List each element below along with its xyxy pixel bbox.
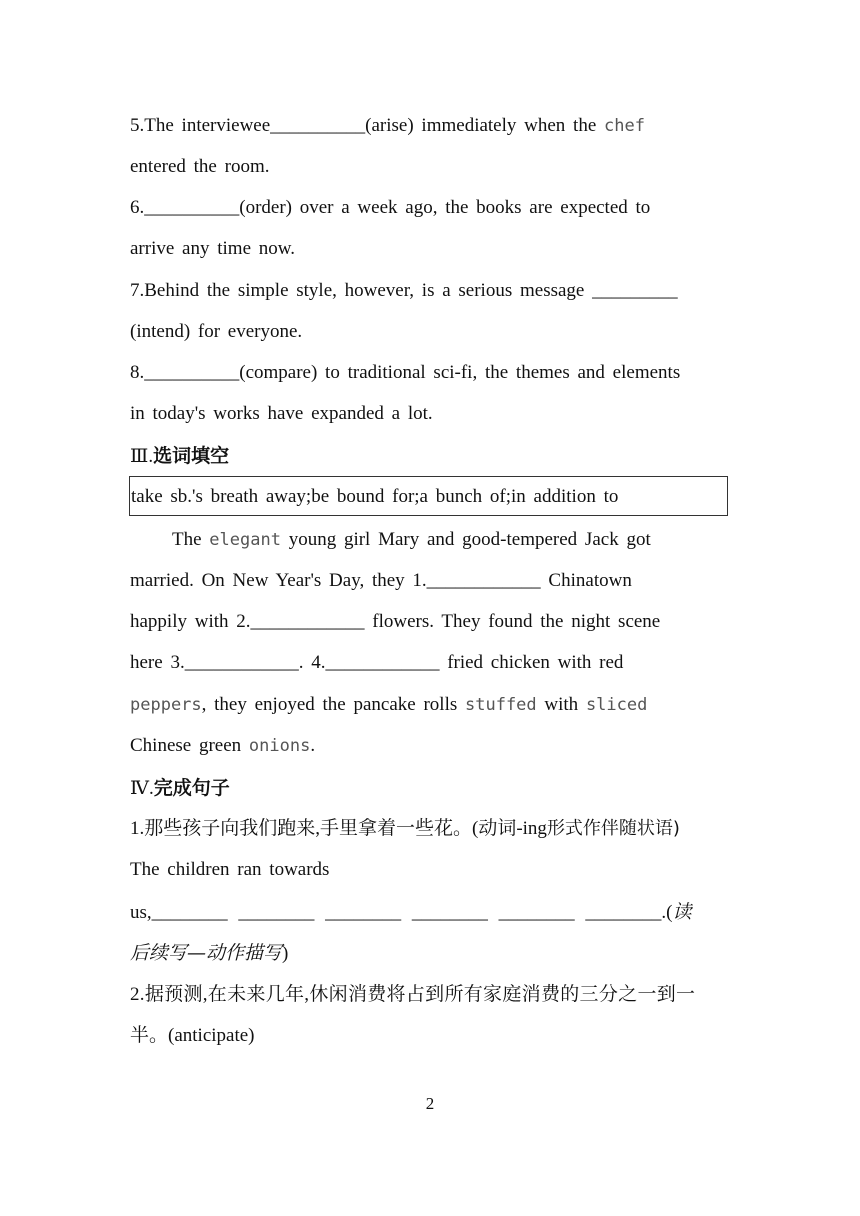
question-8-line-2: in today's works have expanded a lot. (130, 403, 433, 424)
passage-line-6: Chinese green onions. (130, 735, 316, 756)
question-7-line-2: (intend) for everyone. (130, 321, 303, 342)
page-number: 2 (425, 1094, 435, 1113)
word-box-text: take sb.'s breath away;be bound for;a bunch of;in addition to (131, 486, 619, 507)
sentence-2-chinese-cont: 半。(anticipate) (130, 1025, 255, 1046)
question-5-line-1: 5.The interviewee__________(arise) immediately when the chef (130, 115, 645, 136)
vocab-word: sliced (585, 695, 648, 715)
sentence-2-chinese: 2.据预测,在未来几年,休闲消费将占到所有家庭消费的三分之一到一 (130, 984, 696, 1005)
vocab-word: onions (248, 736, 311, 756)
vocab-word: chef (604, 116, 645, 136)
passage-line-4: here 3.____________. 4.____________ fried chicken with red (130, 652, 624, 673)
question-5-line-2: entered the room. (130, 156, 270, 177)
vocab-word: elegant (209, 530, 281, 550)
vocab-word: peppers (130, 695, 202, 715)
question-8-line-1: 8.__________(compare) to traditional sci-fi, the themes and elements (130, 362, 681, 383)
passage-line-1: The elegant young girl Mary and good-tempered Jack got (172, 529, 651, 550)
sentence-1-english: The children ran towards (130, 859, 330, 880)
section-3-heading: Ⅲ.选词填空 (130, 445, 230, 467)
sentence-1-tag: 后续写—动作描写) (130, 942, 289, 964)
passage-line-2: married. On New Year's Day, they 1.____________ Chinatown (130, 570, 632, 591)
passage-line-3: happily with 2.____________ flowers. They found the night scene (130, 611, 661, 632)
question-6-line-2: arrive any time now. (130, 238, 295, 259)
vocab-word: stuffed (465, 695, 537, 715)
question-6-line-1: 6.__________(order) over a week ago, the books are expected to (130, 197, 651, 218)
sentence-1-blanks: us,________ ________ ________ ________ ________ ________.(读 (130, 901, 692, 923)
word-box (129, 476, 728, 516)
sentence-1-chinese: 1.那些孩子向我们跑来,手里拿着一些花。(动词-ing形式作伴随状语) (130, 818, 680, 839)
passage-line-5: peppers, they enjoyed the pancake rolls stuffed with sliced (130, 694, 648, 715)
question-7-line-1: 7.Behind the simple style, however, is a serious message _________ (130, 280, 678, 301)
section-4-heading: Ⅳ.完成句子 (130, 777, 230, 799)
